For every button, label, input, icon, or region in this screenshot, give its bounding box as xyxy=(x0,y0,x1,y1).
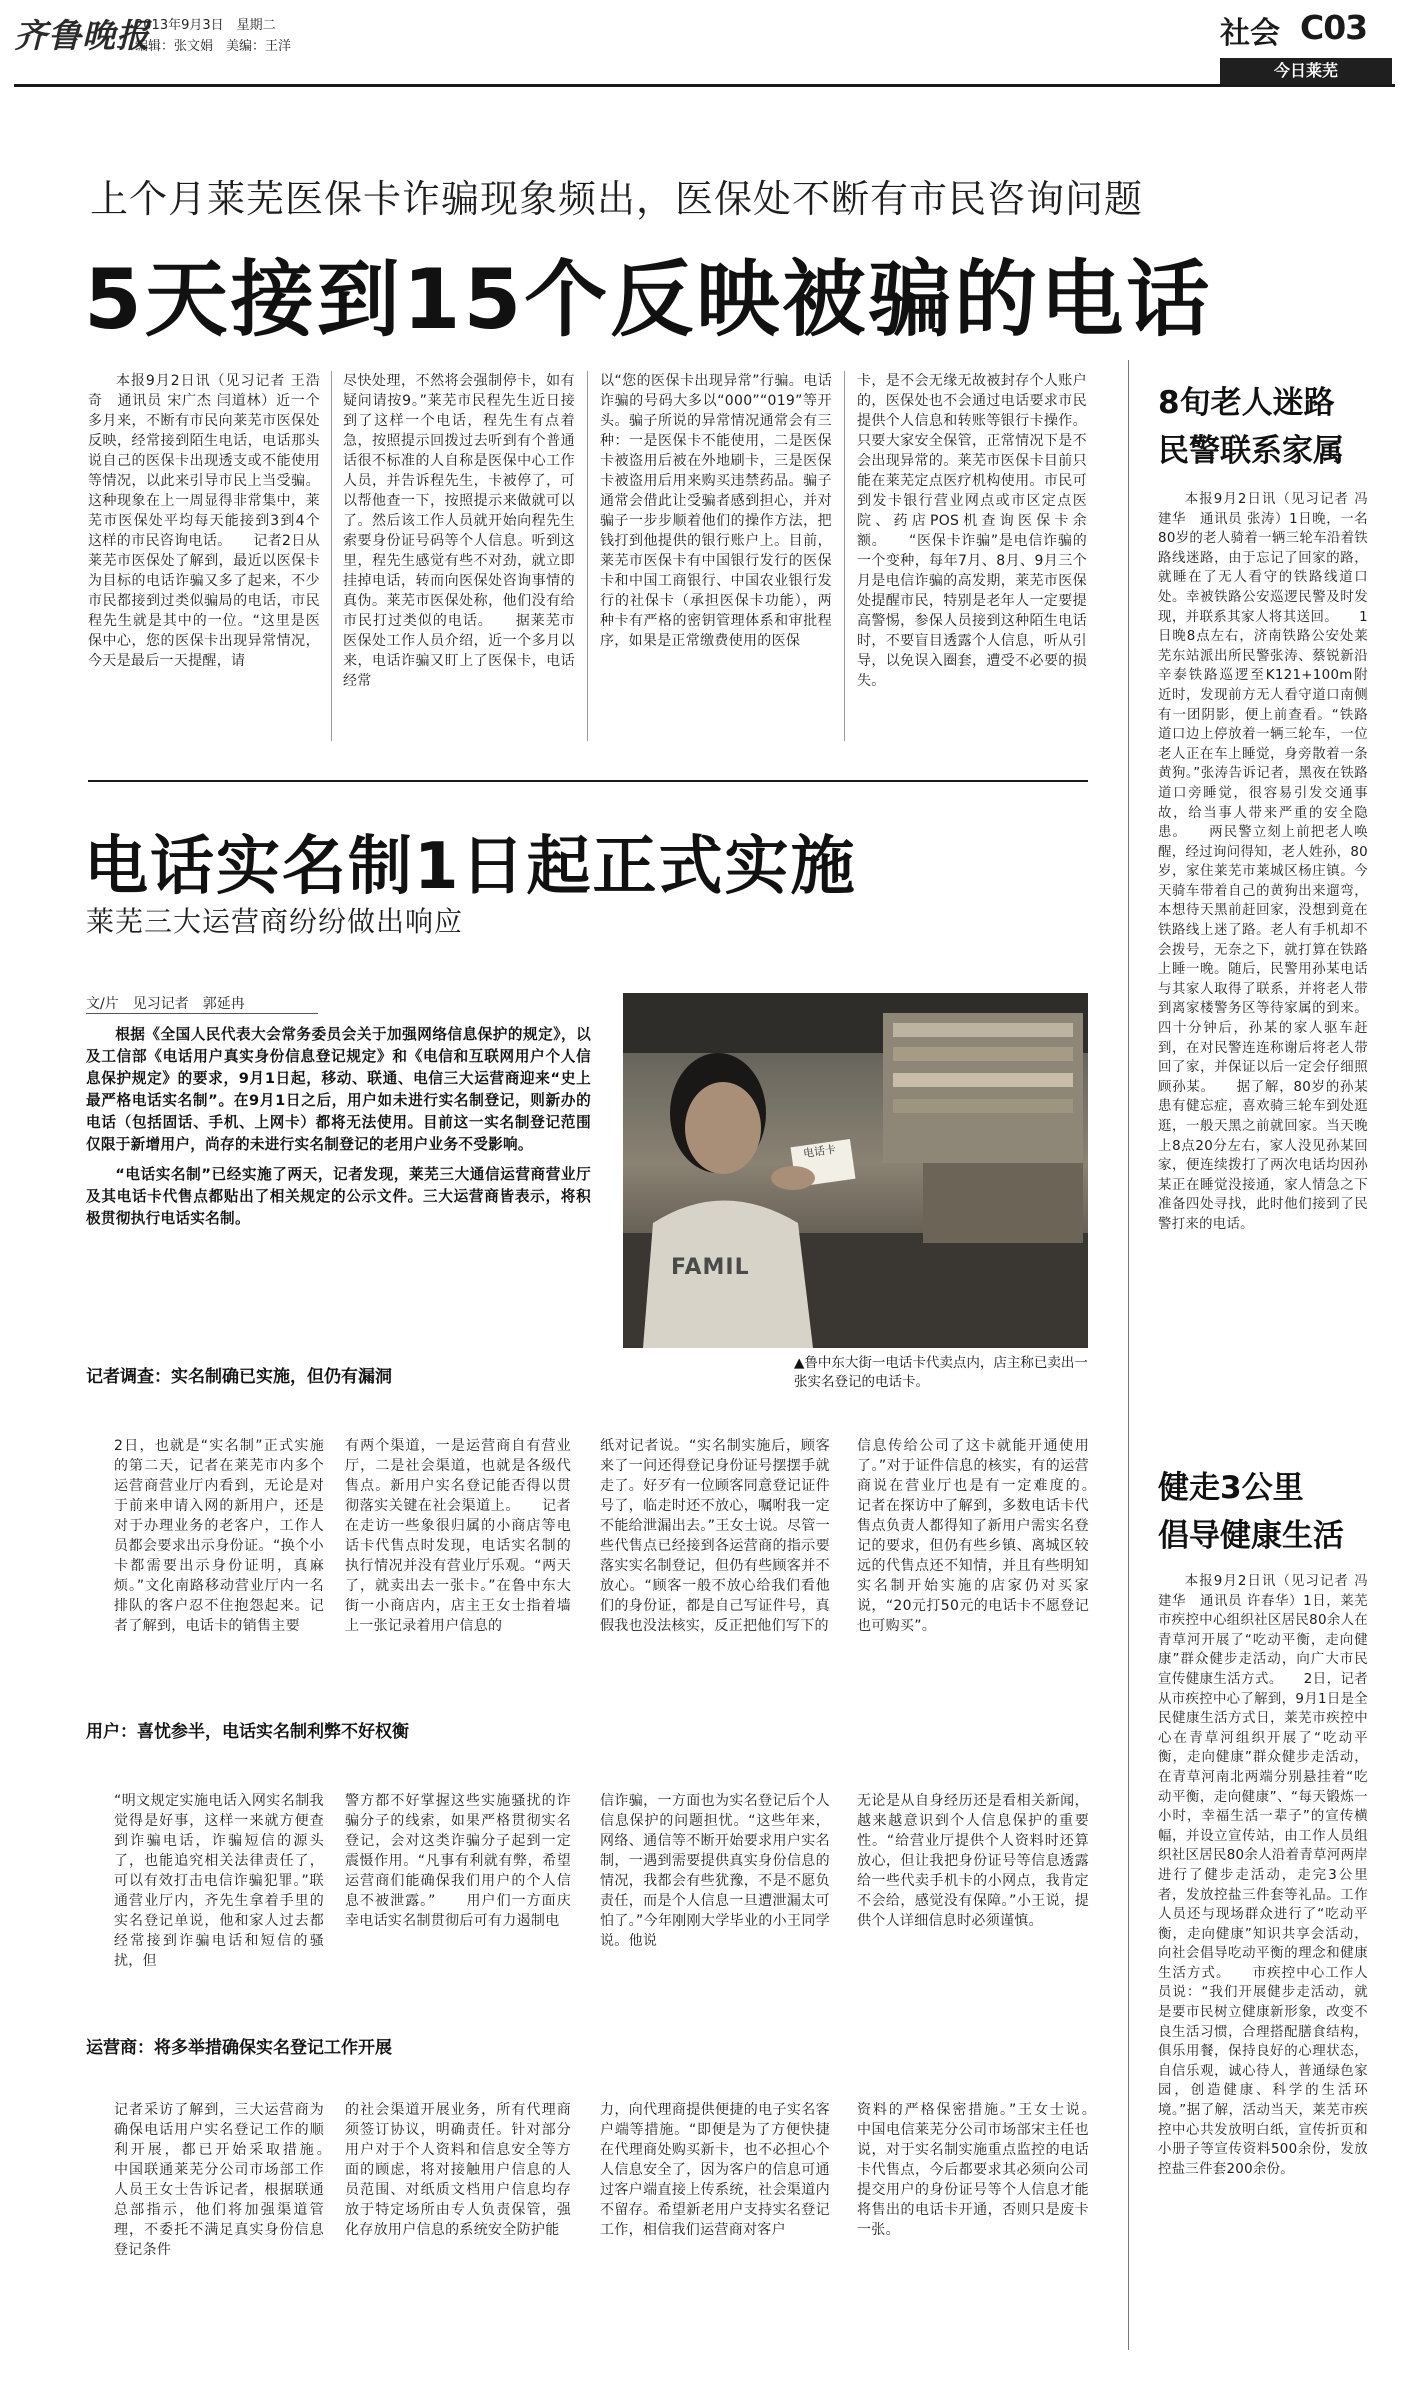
section2-column-4: 无论是从自身经历还是看相关新闻，越来越意识到个人信息保护的重要性。“给营业厅提供个人资料时还算放心，但让我把身份证号等信息透露给一些代卖手机卡的小网点，我肯定不会给，感觉没有保障。”小王说，提供个人详细信息时必须谨慎。 xyxy=(857,1793,1089,1929)
article1-column-4: 卡，是不会无缘无故被封存个人账户的，医保处也不会通过电话要求市民提供个人信息和转账等银行卡操作。只要大家安全保管，正常情况下是不会出现异常的。莱芜市医保卡目前只能在莱芜定点医疗机构使用。市民可到发卡银行营业网点或市区定点医院、药店POS机查询医保卡余额。 “医保卡诈骗”是电信诈骗的一个变种，每年7月、8月、9月三个月是电信诈骗的高发期，莱芜市医保处提醒市民，特别是老年人一定要提高警惕，参保人员接到这种陌生电话时，不要盲目透露个人信息，听从引导，以免误入圈套，遭受不必要的损失。 xyxy=(857,373,1087,689)
article2-lead-paragraph-2: “电话实名制”已经实施了两天，记者发现，莱芜三大通信运营商营业厅及其电话卡代售点都贴出了相关规定的公示文件。三大运营商皆表示，将积极贯彻执行电话实名制。 xyxy=(86,1166,591,1227)
article1-kicker: 上个月莱芜医保卡诈骗现象频出，医保处不断有市民咨询问题 xyxy=(90,177,1144,221)
section3-title: 运营商：将多举措确保实名登记工作开展 xyxy=(86,2038,392,2058)
sidebar-divider xyxy=(1128,360,1129,2350)
section3-column-2: 的社会渠道开展业务，所有代理商须签订协议，明确责任。针对部分用户对于个人资料和信息安全等方面的顾虑，将对接触用户信息的人员范围、对纸质文档用户信息均存放于特定场所由专人负责保管，强化存放用户信息的系统安全防护能 xyxy=(345,2102,571,2238)
column-divider xyxy=(844,371,845,741)
date-line: 2013年9月3日 星期二 xyxy=(135,18,276,33)
edition-label: 今日莱芜 xyxy=(1220,58,1392,84)
section2-column-3: 信诈骗，一方面也为实名登记后个人信息保护的问题担忧。“这些年来，网络、通信等不断开始要求用户实名制，一遇到需要提供真实身份信息的情况，我都会有些犹豫，不是不愿负责任，而是个人信息一旦遭泄漏太可怕了。”今年刚刚大学毕业的小王同学说。他说 xyxy=(600,1793,830,1949)
article2-lead xyxy=(86,1024,591,1227)
photo-illustration xyxy=(623,993,1088,1348)
section1-column-3: 纸对记者说。“实名制实施后，顾客来了一问还得登记身份证号摆摆手就走了。好歹有一位顾客同意登记证件号了，临走时还不放心，嘱咐我一定不能给泄漏出去。”王女士说。尽管一些代售点已经接到各运营商的指示要落实实名制登记，但仍有些顾客并不放心。“顾客一般不放心给我们看他们的身份证，都是自己写证件号，真假我也没法核实，反正把他们写下的 xyxy=(600,1438,830,1634)
section2-title: 用户：喜忧参半，电话实名制利弊不好权衡 xyxy=(86,1722,409,1742)
article1-bottom-rule xyxy=(88,780,1088,782)
article2-headline: 电话实名制1日起正式实施 xyxy=(84,830,857,904)
news-photo xyxy=(623,993,1088,1348)
article2-lead-paragraph: 根据《全国人民代表大会常务委员会关于加强网络信息保护的规定》，以及工信部《电话用户真实身份信息登记规定》和《电信和互联网用户个人信息保护规定》的要求，9月1日起，移动、联通、电信三大运营商迎来“史上最严格电话实名制”。在9月1日之后，用户如未进行实名制登记，则新办的电话（包括固话、手机、上网卡）都将无法使用。目前这一实名制登记范围仅限于新增用户，尚存的未进行实名制登记的老用户业务不受影响。 xyxy=(86,1026,591,1153)
sidebar1-headline-line1: 8旬老人迷路 xyxy=(1158,385,1335,421)
section2-column-2: 警方都不好掌握这些实施骚扰的诈骗分子的线索，如果严格贯彻实名登记，会对这类诈骗分子起到一定震慑作用。“凡事有利就有弊，希望运营商们能确保我们用户的个人信息不被泄露。” 用户们一方面庆幸电话实名制贯彻后可有力遏制电 xyxy=(345,1793,571,1929)
section3-column-3: 力，向代理商提供便捷的电子实名客户端等措施。“即便是为了方便快捷在代理商处购买新卡，也不必担心个人信息安全了，因为客户的信息可通过客户端直接上传系统，社会渠道内不留存。希望新老用户支持实名登记工作，相信我们运营商对客户 xyxy=(600,2102,830,2238)
photo-counter-text: 电话卡 xyxy=(802,1142,837,1161)
section3-column-4: 资料的严格保密措施。”王女士说。 中国电信莱芜分公司市场部宋主任也说，对于实名制实施重点监控的电话卡代售点，今后都要求其必须向公司提交用户的身份证号等个人信息才能将售出的电话卡开通，否则只是废卡一张。 xyxy=(857,2102,1118,2238)
editor-line: 编辑：张文娟 美编：王洋 xyxy=(135,39,292,54)
newspaper-logo: 齐鲁晚报 xyxy=(14,16,150,55)
section1-title: 记者调查：实名制确已实施，但仍有漏洞 xyxy=(86,1367,392,1387)
column-divider xyxy=(331,371,332,741)
photo-caption: ▲鲁中东大街一电话卡代卖点内，店主称已卖出一张实名登记的电话卡。 xyxy=(794,1355,1088,1390)
article2-byline: 文/片 见习记者 郭延冉 xyxy=(86,996,245,1012)
section-label: 社会 xyxy=(1220,16,1280,51)
section1-column-1: 2日，也就是“实名制”正式实施的第二天，记者在莱芜市内多个运营商营业厅内看到，无论是对于前来申请入网的新用户，还是对于办理业务的老客户，工作人员都会要求出示身份证。“换个小卡都需要出示身份证明，真麻烦。”文化南路移动营业厅内一名排队的客户忍不住抱怨起来。记者了解到，电话卡的销售主要 xyxy=(114,1438,324,1634)
article1-column-2: 尽快处理，不然将会强制停卡，如有疑问请按9。”莱芜市民程先生近日接到了这样一个电话，程先生有点着急，按照提示回拨过去听到有个普通话很不标准的人自称是医保中心工作人员，并告诉程先生，卡被停了，可以帮他查一下，按照提示来做就可以了。然后该工作人员就开始向程先生索要身份证号码等个人信息。听到这里，程先生感觉有些不对劲，就立即挂掉电话，转而向医保处咨询事情的真伪。莱芜市医保处称，他们没有给市民打过类似的电话。 据莱芜市医保处工作人员介绍，近一个多月以来，电话诈骗又盯上了医保卡，电话经常 xyxy=(343,373,575,689)
section2-column-1: “明文规定实施电话入网实名制我觉得是好事，这样一来就方便查到诈骗电话，诈骗短信的源头了，也能追究相关法律责任了，可以有效打击电信诈骗犯罪。”联通营业厅内，齐先生拿着手里的实名登记单说，他和家人过去都经常接到诈骗电话和短信的骚扰，但 xyxy=(114,1793,324,1969)
sidebar1-body: 本报9月2日讯（见习记者 冯建华 通讯员 张涛）1日晚，一名80岁的老人骑着一辆三轮车沿着铁路线迷路，由于忘记了回家的路，就睡在了无人看守的铁路线道口处。幸被铁路公安巡逻民警及时发现，并联系其家人将其送回。 1日晚8点左右，济南铁路公安处莱芜东站派出所民警张涛、蔡锐新沿辛泰铁路巡逻至K121+100m附近时，发现前方无人看守道口南侧有一团阴影，便上前查看。“铁路道口边上停放着一辆三轮车，一位老人正在车上睡觉，身旁散着一条黄狗。”张涛告诉记者，黑夜在铁路道口旁睡觉，很容易引发交通事故，给当事人带来严重的安全隐患。 两民警立刻上前把老人唤醒，经过询问得知，老人姓孙，80岁，家住莱芜市莱城区杨庄镇。今天骑车带着自己的黄狗出来遛弯，本想待天黑前赶回家，没想到竟在铁路线上迷了路。老人有手机却不会拨号，无奈之下，就打算在铁路上睡一晚。随后，民警用孙某电话与其家人取得了联系，并将老人带到离家楼警务区等待家属的到来。四十分钟后，孙某的家人驱车赶到，在对民警连连称谢后将老人带回了家，并保证以后一定会仔细照顾孙某。 据了解，80岁的孙某患有健忘症，喜欢骑三轮车到处逛逛，一般天黑之前就回家。当天晚上8点20分左右，家人没见孙某回家，便连续拨打了两次电话均因孙某正在睡觉没接通，家人情急之下准备四处寻找，此时他们接到了民警打来的电话。 xyxy=(1158,492,1368,1232)
page-number: C03 xyxy=(1300,8,1368,47)
sidebar2-headline-line1: 健走3公里 xyxy=(1158,1470,1304,1506)
article2-subhead: 莱芜三大运营商纷纷做出响应 xyxy=(86,905,464,938)
article1-column-3: 以“您的医保卡出现异常”行骗。电话诈骗的号码大多以“000”“019”等开头。骗子所说的异常情况通常会有三种：一是医保卡不能使用，二是医保卡被盗用后被在外地刷卡，三是医保卡被盗用后用来购买违禁药品。骗子通常会借此让受骗者感到担心，并对骗子一步步顺着他们的操作方法，把钱打到他提供的银行账户上。目前，莱芜市医保卡有中国银行发行的医保卡和中国工商银行、中国农业银行发行的社保卡（承担医保卡功能），两种卡有严格的密钥管理体系和审批程序，如果是正常缴费使用的医保 xyxy=(600,373,832,649)
article1-headline: 5天接到15个反映被骗的电话 xyxy=(84,251,1213,348)
sidebar2-body: 本报9月2日讯（见习记者 冯建华 通讯员 许春华）1日，莱芜市疾控中心组织社区居民80余人在青草河开展了“吃动平衡，走向健康”群众健步走活动，向广大市民宣传健康生活方式。 2日，记者从市疾控中心了解到，9月1日是全民健康生活方式日，莱芜市疾控中心在青草河组织开展了“吃动平衡，走向健康”群众健步走活动，在青草河南北两端分别悬挂着“吃动平衡，走向健康”、“每天锻炼一小时，幸福生活一辈子”的宣传横幅，并设立宣传站，由工作人员组织社区居民80余人沿着青草河两岸进行了健步走活动，走完3公里者，发放控盐三件套等礼品。工作人员还与现场群众进行了“吃动平衡，走向健康”知识共享会活动，向社会倡导吃动平衡的理念和健康生活方式。 市疾控中心工作人员说：“我们开展健步走活动，就是要市民树立健康新形象，改变不良生活习惯，合理搭配膳食结构，俱乐用餐，保持良好的心理状态，自信乐观，诚心待人，普通绿色家园，创造健康、科学的生活环境。”据了解，活动当天，莱芜市疾控中心共发放明白纸，宣传折页和小册子等宣传资料500余份，发放控盐三件套200余份。 xyxy=(1158,1574,1368,2177)
column-divider xyxy=(587,371,588,741)
byline-rule xyxy=(86,1013,318,1014)
section1-column-2: 有两个渠道，一是运营商自有营业厅，二是社会渠道，也就是各级代售点。新用户实名登记能否得以贯彻落实关键在社会渠道上。 记者在走访一些象很归属的小商店等电话卡代售点时发现，电话实名制的执行情况并没有营业厅乐观。“两天了，就卖出去一张卡。”在鲁中东大街一小商店内，店主王女士指着墙上一张记录着用户信息的 xyxy=(345,1438,571,1634)
sidebar2-headline-line2: 倡导健康生活 xyxy=(1158,1518,1344,1554)
section3-column-1: 记者采访了解到，三大运营商为确保电话用户实名登记工作的顺利开展，都已开始采取措施。 中国联通莱芜分公司市场部工作人员王女士告诉记者，根据联通总部指示，他们将加强渠道管理，不委托不满足真实身份信息登记条件 xyxy=(114,2102,353,2258)
article1-column-1: 本报9月2日讯（见习记者 王浩奇 通讯员 宋广杰 闫道林）近一个多月来，不断有市民向莱芜市医保处反映，经常接到陌生电话，电话那头说自己的医保卡出现透支或不能使用等情况，以此来引导市民上当受骗。这种现象在上一周显得非常集中，莱芜市医保处平均每天能接到3到4个这样的市民咨询电话。 记者2日从莱芜市医保处了解到，最近以医保卡为目标的电话诈骗又多了起来，不少市民都接到过类似骗局的电话，市民程先生就是其中的一位。“这里是医保中心，您的医保卡出现异常情况，今天是最后一天提醒，请 xyxy=(88,373,320,669)
photo-shirt-text: FAMIL xyxy=(671,1255,750,1280)
masthead-rule xyxy=(14,84,1395,87)
sidebar1-headline-line2: 民警联系家属 xyxy=(1158,433,1344,469)
section1-column-4: 信息传给公司了这卡就能开通使用了。”对于证件信息的核实，有的运营商说在营业厅也是有一定难度的。 记者在探访中了解到，多数电话卡代售点负责人都得知了新用户需实名登记的要求，但仍有些乡镇、离城区较远的代售点还不知情，并且有些明知实名制开始实施的店家仍对买家说，“20元打50元的电话卡不愿登记也可购买”。 xyxy=(857,1438,1118,1634)
